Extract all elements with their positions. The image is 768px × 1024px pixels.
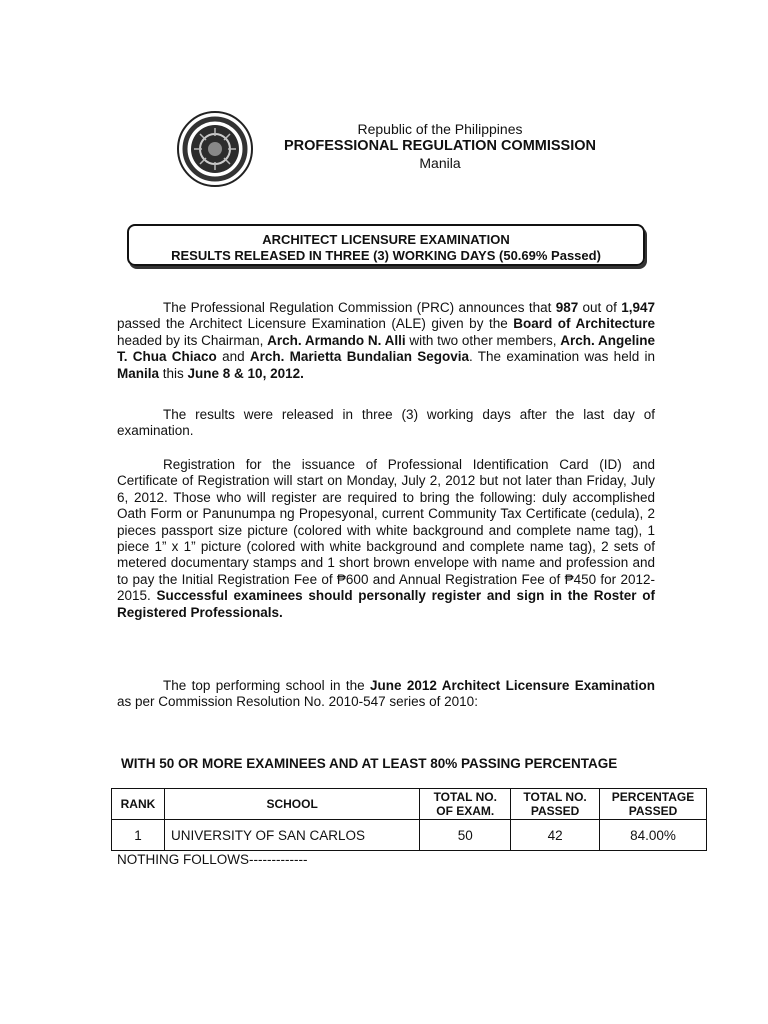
- title-line-2: RESULTS RELEASED IN THREE (3) WORKING DAYS (50.69% Passed): [171, 248, 601, 263]
- passed-count: 987: [555, 300, 579, 315]
- nothing-follows-note: NOTHING FOLLOWS-------------: [117, 852, 308, 867]
- announcement-paragraph: The Professional Regulation Commission (PRC) announces that 987 out of 1,947 passed the Architect Licensure Examination (ALE) given by the Board of Architecture headed by its Chairman, Arch. Armando N. Alli with two other members, Arch. Angeline T. Chua Chiaco and Arch. Marietta Bundalian Segovia. The examination was held in Manila this June 8 & 10, 2012.: [117, 300, 656, 381]
- letterhead: [250, 121, 630, 172]
- top-schools-table: [111, 788, 707, 851]
- country-line: Republic of the Philippines: [357, 121, 523, 137]
- registration-note: Successful examinees should personally register and sign in the Roster of Registered Professionals.: [117, 588, 655, 620]
- announcement-title-box: [127, 224, 645, 266]
- title-line-1: ARCHITECT LICENSURE EXAMINATION: [262, 232, 510, 247]
- exam-place: Manila: [117, 365, 160, 381]
- criteria-heading: WITH 50 OR MORE EXAMINEES AND AT LEAST 80% PASSING PERCENTAGE: [121, 756, 618, 771]
- cell-school: UNIVERSITY OF SAN CARLOS: [164, 820, 419, 851]
- col-percentage: PERCENTAGE PASSED: [600, 789, 707, 820]
- commission-name: PROFESSIONAL REGULATION COMMISSION: [283, 138, 597, 154]
- cell-percentage: 84.00%: [600, 820, 707, 851]
- col-school: SCHOOL: [164, 789, 419, 820]
- exam-name: June 2012 Architect Licensure Examination: [369, 678, 655, 693]
- board-name: Board of Architecture: [513, 316, 655, 332]
- table-header-row: [112, 789, 707, 820]
- table-row: [112, 820, 707, 851]
- cell-rank: 1: [112, 820, 165, 851]
- col-total-exam: TOTAL NO. OF EXAM.: [420, 789, 511, 820]
- member-name: Arch. Angeline T. Chua Chiaco: [117, 332, 655, 365]
- cell-total-exam: 50: [420, 820, 511, 851]
- chairman-name: Arch. Armando N. Alli: [267, 332, 406, 348]
- col-rank: RANK: [112, 789, 165, 820]
- city-line: Manila: [419, 155, 461, 171]
- cell-total-passed: 42: [511, 820, 600, 851]
- col-total-passed: TOTAL NO. PASSED: [511, 789, 600, 820]
- top-school-paragraph: The top performing school in the June 2012 Architect Licensure Examination as per Commission Resolution No. 2010-547 series of 2010:: [117, 678, 655, 710]
- prc-seal-logo: [176, 110, 254, 188]
- total-count: 1,947: [621, 300, 656, 315]
- exam-dates: June 8 & 10, 2012.: [187, 365, 304, 381]
- registration-paragraph: Registration for the issuance of Professional Identification Card (ID) and Certificate of Registration will start on Monday, July 2, 2012 but not later than Friday, July 6, 2012. Those who will register are required to bring the following: duly accomplished Oath Form or Panunumpa ng Propesyonal, current Community Tax Certificate (cedula), 2 pieces passport size picture (colored with white background and complete name tag), 1 piece 1” x 1” picture (colored with white background and complete name tag), 2 sets of metered documentary stamps and 1 short brown envelope with name and profession and to pay the Initial Registration Fee of ₱600 and Annual Registration Fee of ₱450 for 2012-2015. Successful examinees should personally register and sign in the Roster of Registered Professionals.: [117, 457, 655, 620]
- results-release-paragraph: The results were released in three (3) working days after the last day of examination.: [117, 407, 655, 439]
- member-name: Arch. Marietta Bundalian Segovia: [249, 349, 470, 365]
